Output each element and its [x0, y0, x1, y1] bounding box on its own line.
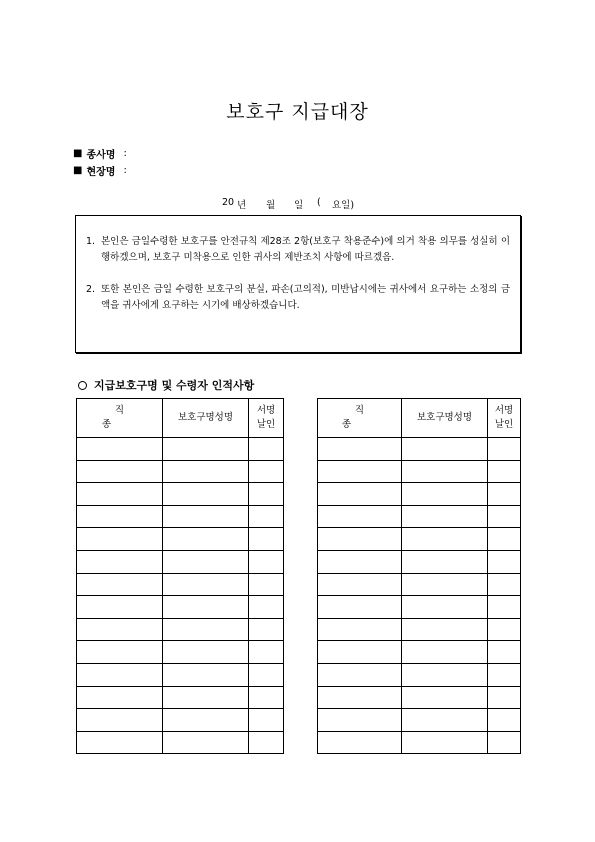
- equipment-cell[interactable]: [163, 686, 249, 709]
- equipment-cell[interactable]: [163, 505, 249, 528]
- job-cell[interactable]: [318, 460, 402, 483]
- equipment-cell[interactable]: [163, 573, 249, 596]
- signature-cell[interactable]: [488, 596, 521, 619]
- signature-cell[interactable]: [249, 483, 284, 506]
- job-cell[interactable]: [318, 438, 402, 461]
- equipment-cell[interactable]: [163, 641, 249, 664]
- weekday-open-paren: (: [317, 197, 321, 208]
- section-title: 지급보호구명 및 수령자 인적사항: [94, 379, 255, 392]
- pledge-item-text: 본인은 금일수령한 보호구를 안전규칙 제28조 2항(보호구 착용준수)에 의거 착용 의무를 성실히 이행하겠으며, 보호구 미착용으로 인한 귀사의 제반조치 사항에 따르겠음.: [101, 236, 510, 263]
- table-row: [318, 686, 521, 709]
- equipment-cell[interactable]: [163, 528, 249, 551]
- table-header-row: [318, 399, 521, 438]
- issue-table-left: [76, 398, 284, 754]
- job-cell[interactable]: [318, 528, 402, 551]
- signature-cell[interactable]: [249, 686, 284, 709]
- job-cell[interactable]: [318, 686, 402, 709]
- table-row: [77, 438, 284, 461]
- job-cell[interactable]: [318, 483, 402, 506]
- equipment-cell[interactable]: [402, 550, 488, 573]
- pledge-item: [86, 282, 510, 314]
- table-row: [318, 505, 521, 528]
- job-cell[interactable]: [77, 618, 163, 641]
- pledge-item-number: 2.: [86, 284, 96, 295]
- equipment-cell[interactable]: [402, 528, 488, 551]
- table-row: [318, 596, 521, 619]
- job-cell[interactable]: [77, 596, 163, 619]
- signature-cell[interactable]: [488, 550, 521, 573]
- equipment-cell[interactable]: [163, 663, 249, 686]
- signature-cell[interactable]: [488, 460, 521, 483]
- signature-cell[interactable]: [249, 641, 284, 664]
- signature-cell[interactable]: [488, 709, 521, 732]
- equipment-cell[interactable]: [402, 641, 488, 664]
- year-label: 년: [237, 200, 247, 211]
- signature-cell[interactable]: [488, 731, 521, 754]
- job-cell[interactable]: [77, 663, 163, 686]
- signature-cell[interactable]: [488, 686, 521, 709]
- date-line: [222, 197, 354, 211]
- header-job: 직종: [318, 399, 402, 438]
- signature-cell[interactable]: [249, 460, 284, 483]
- job-cell[interactable]: [318, 573, 402, 596]
- job-cell[interactable]: [77, 550, 163, 573]
- equipment-cell[interactable]: [163, 731, 249, 754]
- equipment-cell[interactable]: [402, 686, 488, 709]
- signature-cell[interactable]: [249, 528, 284, 551]
- issue-table-right: [317, 398, 521, 754]
- pledge-notice-box: [75, 215, 521, 353]
- signature-cell[interactable]: [488, 618, 521, 641]
- signature-cell[interactable]: [488, 528, 521, 551]
- job-cell[interactable]: [318, 505, 402, 528]
- worker-name-label: 종사명: [86, 150, 116, 161]
- table-row: [77, 550, 284, 573]
- table-row: [77, 596, 284, 619]
- worker-name-field: [73, 146, 127, 161]
- signature-cell[interactable]: [249, 438, 284, 461]
- day-label: 일: [294, 200, 304, 211]
- job-cell[interactable]: [318, 731, 402, 754]
- header-equipment-name: 보호구명성명: [163, 399, 249, 438]
- equipment-cell[interactable]: [402, 573, 488, 596]
- circle-bullet-icon: [78, 381, 87, 390]
- table-row: [77, 528, 284, 551]
- equipment-cell[interactable]: [402, 460, 488, 483]
- document-title: 보호구 지급대장: [226, 101, 369, 123]
- signature-cell[interactable]: [249, 596, 284, 619]
- signature-cell[interactable]: [249, 550, 284, 573]
- site-name-label: 현장명: [86, 167, 116, 178]
- job-cell[interactable]: [77, 528, 163, 551]
- square-bullet-icon: ■: [73, 148, 83, 159]
- equipment-cell[interactable]: [163, 483, 249, 506]
- equipment-cell[interactable]: [402, 731, 488, 754]
- header-signature: 서명 날인: [249, 399, 284, 438]
- job-cell[interactable]: [77, 641, 163, 664]
- table-row: [77, 686, 284, 709]
- equipment-cell[interactable]: [402, 663, 488, 686]
- table-row: [77, 663, 284, 686]
- signature-cell[interactable]: [488, 483, 521, 506]
- table-row: [318, 731, 521, 754]
- signature-cell[interactable]: [249, 709, 284, 732]
- year-prefix: 20: [222, 197, 235, 208]
- table-row: [77, 573, 284, 596]
- job-cell[interactable]: [318, 663, 402, 686]
- weekday-label: 요일): [332, 200, 355, 211]
- equipment-cell[interactable]: [402, 438, 488, 461]
- signature-cell[interactable]: [488, 505, 521, 528]
- header-job: 직종: [77, 399, 163, 438]
- job-cell[interactable]: [77, 573, 163, 596]
- table-row: [318, 641, 521, 664]
- signature-cell[interactable]: [488, 663, 521, 686]
- equipment-cell[interactable]: [402, 709, 488, 732]
- table-row: [318, 663, 521, 686]
- job-cell[interactable]: [77, 505, 163, 528]
- signature-cell[interactable]: [249, 731, 284, 754]
- signature-cell[interactable]: [488, 438, 521, 461]
- job-cell[interactable]: [318, 618, 402, 641]
- equipment-cell[interactable]: [163, 596, 249, 619]
- job-cell[interactable]: [77, 483, 163, 506]
- signature-cell[interactable]: [488, 641, 521, 664]
- table-row: [77, 505, 284, 528]
- signature-cell[interactable]: [249, 573, 284, 596]
- table-row: [77, 709, 284, 732]
- equipment-cell[interactable]: [402, 618, 488, 641]
- pledge-item-number: 1.: [86, 236, 96, 247]
- signature-cell[interactable]: [249, 505, 284, 528]
- site-name-field: [73, 163, 127, 178]
- worker-name-colon: :: [123, 148, 127, 159]
- table-row: [318, 438, 521, 461]
- job-cell[interactable]: [77, 709, 163, 732]
- equipment-cell[interactable]: [402, 596, 488, 619]
- table-row: [318, 483, 521, 506]
- table-row: [318, 618, 521, 641]
- month-label: 월: [266, 200, 276, 211]
- table-row: [318, 573, 521, 596]
- table-row: [77, 483, 284, 506]
- table-row: [77, 618, 284, 641]
- signature-cell[interactable]: [488, 573, 521, 596]
- section-heading: [78, 377, 254, 393]
- table-row: [318, 709, 521, 732]
- equipment-cell[interactable]: [163, 618, 249, 641]
- table-row: [77, 731, 284, 754]
- equipment-cell[interactable]: [163, 550, 249, 573]
- table-header-row: [77, 399, 284, 438]
- job-cell[interactable]: [318, 641, 402, 664]
- job-cell[interactable]: [77, 731, 163, 754]
- equipment-cell[interactable]: [163, 709, 249, 732]
- pledge-item-text: 또한 본인은 금일 수령한 보호구의 분실, 파손(고의적), 미반납시에는 귀사에서 요구하는 소정의 금액을 귀사에게 요구하는 시기에 배상하겠습니다.: [101, 284, 510, 311]
- table-row: [318, 460, 521, 483]
- table-row: [77, 641, 284, 664]
- table-row: [318, 528, 521, 551]
- header-equipment-name: 보호구명성명: [402, 399, 488, 438]
- pledge-item: [86, 234, 510, 266]
- job-cell[interactable]: [77, 460, 163, 483]
- signature-cell[interactable]: [249, 618, 284, 641]
- equipment-cell[interactable]: [402, 483, 488, 506]
- equipment-cell[interactable]: [163, 438, 249, 461]
- signature-cell[interactable]: [249, 663, 284, 686]
- job-cell[interactable]: [318, 550, 402, 573]
- job-cell[interactable]: [77, 438, 163, 461]
- equipment-cell[interactable]: [402, 505, 488, 528]
- table-row: [77, 460, 284, 483]
- header-signature: 서명 날인: [488, 399, 521, 438]
- job-cell[interactable]: [318, 709, 402, 732]
- table-row: [318, 550, 521, 573]
- job-cell[interactable]: [77, 686, 163, 709]
- job-cell[interactable]: [318, 596, 402, 619]
- square-bullet-icon: ■: [73, 165, 83, 176]
- equipment-cell[interactable]: [163, 460, 249, 483]
- site-name-colon: :: [123, 165, 127, 176]
